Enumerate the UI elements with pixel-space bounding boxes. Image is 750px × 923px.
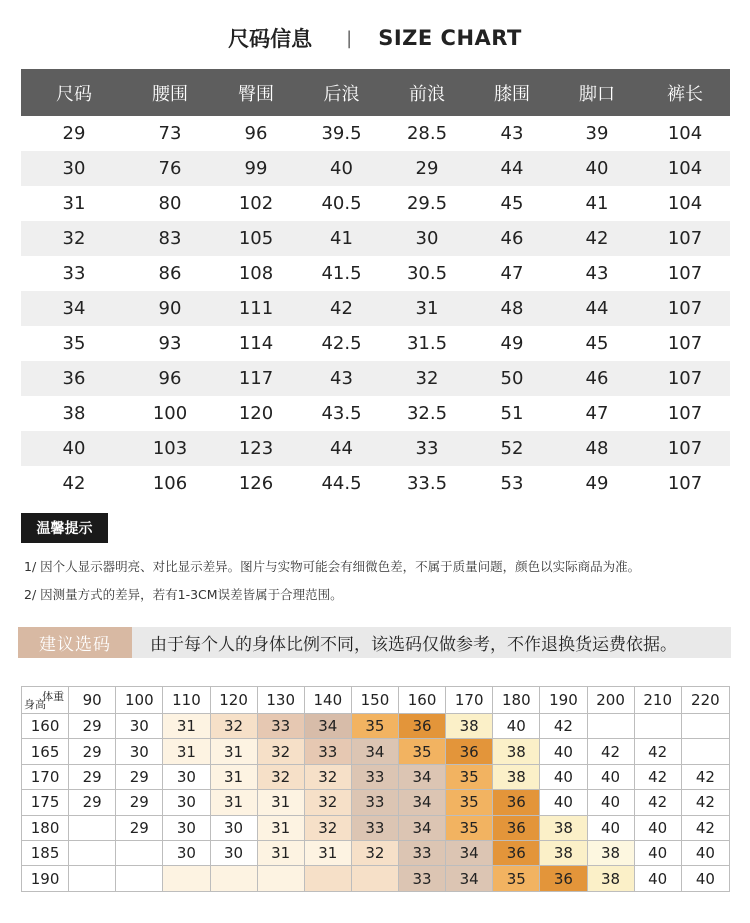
table-cell: 53 <box>500 473 524 494</box>
table-cell: 73 <box>158 123 182 144</box>
size-suggestion-cell <box>351 866 398 891</box>
table-cell: 30 <box>21 151 127 186</box>
weight-header: 120 <box>210 687 257 714</box>
tip-note-1: 1/ 因个人显示器明亮、对比显示差异。图片与实物可能会有细微色差，不属于质量问题，颜色以实际商品为准。 <box>24 559 641 574</box>
size-suggestion-cell <box>304 866 351 891</box>
table-cell: 80 <box>158 193 182 214</box>
size-suggestion-cell: 42 <box>634 764 681 789</box>
weight-header: 140 <box>304 687 351 714</box>
size-suggestion-cell <box>163 866 210 891</box>
height-header: 165 <box>22 739 69 764</box>
size-col-header: 腰围 <box>127 69 213 116</box>
table-cell: 43 <box>299 361 384 396</box>
size-suggestion-cell: 40 <box>540 790 587 815</box>
table-cell: 96 <box>244 123 268 144</box>
table-row <box>21 396 730 431</box>
table-cell: 104 <box>667 123 703 144</box>
table-row <box>21 116 730 151</box>
size-suggestion-cell: 30 <box>210 815 257 840</box>
table-cell: 50 <box>470 361 554 396</box>
table-cell: 107 <box>640 291 730 326</box>
size-col-header: 后浪 <box>299 69 384 116</box>
table-row <box>22 815 730 840</box>
recommend-table <box>21 686 730 892</box>
table-cell: 86 <box>158 263 182 284</box>
table-cell: 41.5 <box>321 263 362 284</box>
size-suggestion-cell <box>116 840 163 865</box>
table-cell: 29 <box>62 123 86 144</box>
size-suggestion-cell: 35 <box>493 866 540 891</box>
table-cell: 90 <box>127 291 213 326</box>
corner-height-label: 身高 <box>24 698 46 711</box>
size-suggestion-cell: 40 <box>681 840 729 865</box>
weight-header: 210 <box>634 687 681 714</box>
size-suggestion-cell <box>634 714 681 739</box>
table-cell: 33 <box>384 431 470 466</box>
table-cell: 28.5 <box>406 123 448 144</box>
size-col-header: 前浪 <box>384 69 470 116</box>
table-cell: 108 <box>238 263 274 284</box>
table-cell: 46 <box>554 361 640 396</box>
size-suggestion-cell: 36 <box>540 866 587 891</box>
weight-header: 110 <box>163 687 210 714</box>
table-cell: 32 <box>384 361 470 396</box>
size-suggestion-cell: 31 <box>163 714 210 739</box>
size-suggestion-cell <box>69 840 116 865</box>
size-suggestion-cell: 32 <box>257 764 304 789</box>
table-cell: 30 <box>384 221 470 256</box>
size-suggestion-cell: 31 <box>210 790 257 815</box>
tips-badge: 温馨提示 <box>21 513 108 543</box>
table-cell: 36 <box>21 361 127 396</box>
size-suggestion-cell: 30 <box>116 739 163 764</box>
size-suggestion-cell: 35 <box>399 739 446 764</box>
table-cell: 29 <box>384 151 470 186</box>
page-header <box>0 22 750 54</box>
size-suggestion-cell: 30 <box>163 840 210 865</box>
size-col-header: 膝围 <box>470 69 554 116</box>
size-suggestion-cell: 40 <box>540 739 587 764</box>
table-cell: 117 <box>213 361 299 396</box>
size-suggestion-cell: 36 <box>493 790 540 815</box>
table-cell: 107 <box>667 263 703 284</box>
size-suggestion-cell: 40 <box>493 714 540 739</box>
table-cell: 104 <box>640 151 730 186</box>
table-row <box>22 739 730 764</box>
table-cell: 126 <box>238 473 274 494</box>
table-cell: 41 <box>585 193 609 214</box>
table-cell: 44 <box>299 431 384 466</box>
table-row <box>21 466 730 501</box>
size-suggestion-cell: 34 <box>351 739 398 764</box>
size-suggestion-cell: 34 <box>446 866 493 891</box>
table-cell: 107 <box>640 221 730 256</box>
size-suggestion-cell: 42 <box>634 790 681 815</box>
size-suggestion-cell: 30 <box>210 840 257 865</box>
table-cell: 107 <box>667 473 703 494</box>
size-suggestion-cell: 32 <box>304 815 351 840</box>
table-cell: 33.5 <box>406 473 448 494</box>
table-cell: 31 <box>62 193 86 214</box>
recommend-bar <box>18 627 731 658</box>
size-suggestion-cell: 31 <box>210 739 257 764</box>
table-cell: 105 <box>213 221 299 256</box>
recommend-tag: 建议选码 <box>18 627 132 658</box>
size-suggestion-cell <box>587 714 634 739</box>
table-cell: 45 <box>500 193 524 214</box>
table-cell: 96 <box>127 361 213 396</box>
size-suggestion-cell: 32 <box>304 790 351 815</box>
table-cell: 43 <box>500 123 524 144</box>
size-suggestion-cell: 35 <box>446 764 493 789</box>
table-cell: 47 <box>500 263 524 284</box>
size-suggestion-cell: 38 <box>540 815 587 840</box>
height-header: 160 <box>22 714 69 739</box>
size-suggestion-cell: 32 <box>351 840 398 865</box>
table-row <box>21 256 730 291</box>
weight-header: 130 <box>257 687 304 714</box>
size-suggestion-cell: 34 <box>399 815 446 840</box>
table-cell: 99 <box>213 151 299 186</box>
table-cell: 49 <box>500 333 524 354</box>
size-suggestion-cell: 30 <box>163 815 210 840</box>
size-suggestion-cell: 34 <box>399 764 446 789</box>
table-cell: 100 <box>152 403 188 424</box>
size-col-header: 脚口 <box>554 69 640 116</box>
table-cell: 44 <box>554 291 640 326</box>
size-suggestion-cell: 29 <box>69 764 116 789</box>
table-cell: 39.5 <box>321 123 362 144</box>
size-suggestion-cell: 33 <box>399 840 446 865</box>
table-cell: 104 <box>667 193 703 214</box>
table-cell: 45 <box>585 333 609 354</box>
table-cell: 43 <box>585 263 609 284</box>
height-header: 185 <box>22 840 69 865</box>
table-cell: 40 <box>21 431 127 466</box>
table-cell: 120 <box>238 403 274 424</box>
weight-header: 160 <box>399 687 446 714</box>
table-row <box>22 714 730 739</box>
table-cell: 49 <box>585 473 609 494</box>
size-suggestion-cell: 36 <box>399 714 446 739</box>
size-suggestion-cell: 40 <box>634 815 681 840</box>
size-suggestion-cell: 36 <box>493 840 540 865</box>
table-cell: 48 <box>470 291 554 326</box>
table-cell: 40 <box>299 151 384 186</box>
size-suggestion-cell: 40 <box>634 866 681 891</box>
table-cell: 35 <box>62 333 86 354</box>
table-row <box>22 790 730 815</box>
size-suggestion-cell <box>116 866 163 891</box>
size-suggestion-cell: 38 <box>446 714 493 739</box>
size-suggestion-cell: 38 <box>587 840 634 865</box>
size-suggestion-cell: 30 <box>116 714 163 739</box>
table-cell: 31.5 <box>406 333 448 354</box>
size-suggestion-cell: 33 <box>351 790 398 815</box>
weight-header: 170 <box>446 687 493 714</box>
table-row <box>21 221 730 256</box>
table-cell: 52 <box>470 431 554 466</box>
table-cell: 123 <box>213 431 299 466</box>
table-row <box>21 361 730 396</box>
table-row <box>21 151 730 186</box>
size-suggestion-cell: 32 <box>210 714 257 739</box>
size-table-header <box>21 69 730 116</box>
table-cell: 29.5 <box>406 193 448 214</box>
weight-header: 180 <box>493 687 540 714</box>
table-cell: 46 <box>470 221 554 256</box>
weight-header: 100 <box>116 687 163 714</box>
size-suggestion-cell: 36 <box>446 739 493 764</box>
size-suggestion-cell: 40 <box>587 815 634 840</box>
size-suggestion-cell: 32 <box>257 739 304 764</box>
table-cell: 106 <box>152 473 188 494</box>
table-cell: 51 <box>500 403 524 424</box>
size-suggestion-cell: 35 <box>446 815 493 840</box>
size-suggestion-cell: 35 <box>351 714 398 739</box>
table-cell: 43.5 <box>321 403 362 424</box>
size-suggestion-cell: 42 <box>634 739 681 764</box>
table-cell: 83 <box>127 221 213 256</box>
size-suggestion-cell <box>681 739 729 764</box>
height-header: 180 <box>22 815 69 840</box>
table-cell: 41 <box>299 221 384 256</box>
table-cell: 93 <box>158 333 182 354</box>
recommend-header-row <box>22 687 730 714</box>
size-table <box>21 69 730 501</box>
table-cell: 48 <box>554 431 640 466</box>
table-row <box>22 866 730 891</box>
table-cell: 42 <box>62 473 86 494</box>
size-suggestion-cell: 33 <box>304 739 351 764</box>
recommend-disclaimer: 由于每个人的身体比例不同，该选码仅做参考，不作退换货运费依据。 <box>150 635 677 655</box>
table-cell: 102 <box>238 193 274 214</box>
size-suggestion-cell: 38 <box>540 840 587 865</box>
size-suggestion-cell: 35 <box>446 790 493 815</box>
title-english: SIZE CHART <box>378 26 522 50</box>
table-cell: 33 <box>62 263 86 284</box>
size-suggestion-cell <box>210 866 257 891</box>
table-cell: 47 <box>585 403 609 424</box>
size-suggestion-cell: 33 <box>351 815 398 840</box>
size-suggestion-cell: 31 <box>257 840 304 865</box>
size-suggestion-cell: 29 <box>69 790 116 815</box>
size-suggestion-cell: 31 <box>210 764 257 789</box>
table-cell: 30.5 <box>406 263 448 284</box>
table-cell: 38 <box>62 403 86 424</box>
size-suggestion-cell: 40 <box>634 840 681 865</box>
size-col-header: 尺码 <box>21 69 127 116</box>
table-cell: 40.5 <box>321 193 362 214</box>
table-row <box>21 431 730 466</box>
table-cell: 31 <box>384 291 470 326</box>
size-suggestion-cell: 34 <box>446 840 493 865</box>
size-suggestion-cell: 42 <box>540 714 587 739</box>
size-suggestion-cell: 31 <box>257 790 304 815</box>
table-cell: 103 <box>127 431 213 466</box>
size-suggestion-cell: 38 <box>587 866 634 891</box>
size-suggestion-cell: 36 <box>493 815 540 840</box>
size-suggestion-cell: 40 <box>587 764 634 789</box>
size-suggestion-cell: 42 <box>681 790 729 815</box>
table-cell: 34 <box>21 291 127 326</box>
corner-cell <box>22 687 69 714</box>
size-suggestion-cell: 29 <box>116 815 163 840</box>
height-header: 170 <box>22 764 69 789</box>
size-suggestion-cell: 30 <box>163 764 210 789</box>
table-cell: 42 <box>299 291 384 326</box>
table-cell: 111 <box>213 291 299 326</box>
title-chinese: 尺码信息 <box>228 27 313 51</box>
table-cell: 32 <box>21 221 127 256</box>
size-suggestion-cell: 42 <box>681 815 729 840</box>
table-cell: 44 <box>470 151 554 186</box>
size-suggestion-cell: 40 <box>540 764 587 789</box>
size-col-header: 裤长 <box>640 69 730 116</box>
size-suggestion-cell: 42 <box>587 739 634 764</box>
weight-header: 190 <box>540 687 587 714</box>
title-separator: | <box>346 27 353 49</box>
tip-note-2: 2/ 因测量方式的差异，若有1-3CM误差皆属于合理范围。 <box>24 587 343 602</box>
size-suggestion-cell: 38 <box>493 739 540 764</box>
size-suggestion-cell: 29 <box>116 790 163 815</box>
table-cell: 44.5 <box>321 473 362 494</box>
size-suggestion-cell <box>69 866 116 891</box>
table-cell: 76 <box>127 151 213 186</box>
table-row <box>22 840 730 865</box>
table-cell: 40 <box>554 151 640 186</box>
size-suggestion-cell: 32 <box>304 764 351 789</box>
size-suggestion-cell: 29 <box>116 764 163 789</box>
table-row <box>21 186 730 221</box>
size-suggestion-cell: 30 <box>163 790 210 815</box>
table-cell: 107 <box>640 431 730 466</box>
table-cell: 32.5 <box>406 403 448 424</box>
size-suggestion-cell <box>257 866 304 891</box>
table-cell: 107 <box>667 403 703 424</box>
size-suggestion-cell: 38 <box>493 764 540 789</box>
size-table-body <box>21 116 730 501</box>
size-suggestion-cell: 33 <box>399 866 446 891</box>
size-col-header: 臀围 <box>213 69 299 116</box>
weight-header: 200 <box>587 687 634 714</box>
corner-weight-label: 体重 <box>42 690 65 703</box>
size-suggestion-cell: 33 <box>257 714 304 739</box>
size-suggestion-cell: 31 <box>163 739 210 764</box>
table-cell: 42 <box>554 221 640 256</box>
table-row <box>21 291 730 326</box>
weight-header: 150 <box>351 687 398 714</box>
size-suggestion-cell: 31 <box>257 815 304 840</box>
table-cell: 114 <box>238 333 274 354</box>
table-row <box>21 326 730 361</box>
size-suggestion-cell: 31 <box>304 840 351 865</box>
weight-header: 220 <box>681 687 729 714</box>
size-suggestion-cell <box>69 815 116 840</box>
height-header: 190 <box>22 866 69 891</box>
table-cell: 107 <box>640 361 730 396</box>
size-suggestion-cell: 40 <box>587 790 634 815</box>
table-row <box>22 764 730 789</box>
table-cell: 39 <box>585 123 609 144</box>
height-header: 175 <box>22 790 69 815</box>
size-suggestion-cell: 29 <box>69 739 116 764</box>
size-suggestion-cell: 34 <box>399 790 446 815</box>
table-cell: 42.5 <box>321 333 362 354</box>
size-suggestion-cell: 40 <box>681 866 729 891</box>
table-cell: 107 <box>667 333 703 354</box>
size-suggestion-cell: 34 <box>304 714 351 739</box>
size-suggestion-cell: 29 <box>69 714 116 739</box>
size-suggestion-cell: 42 <box>681 764 729 789</box>
size-suggestion-cell: 33 <box>351 764 398 789</box>
size-suggestion-cell <box>681 714 729 739</box>
weight-header: 90 <box>69 687 116 714</box>
